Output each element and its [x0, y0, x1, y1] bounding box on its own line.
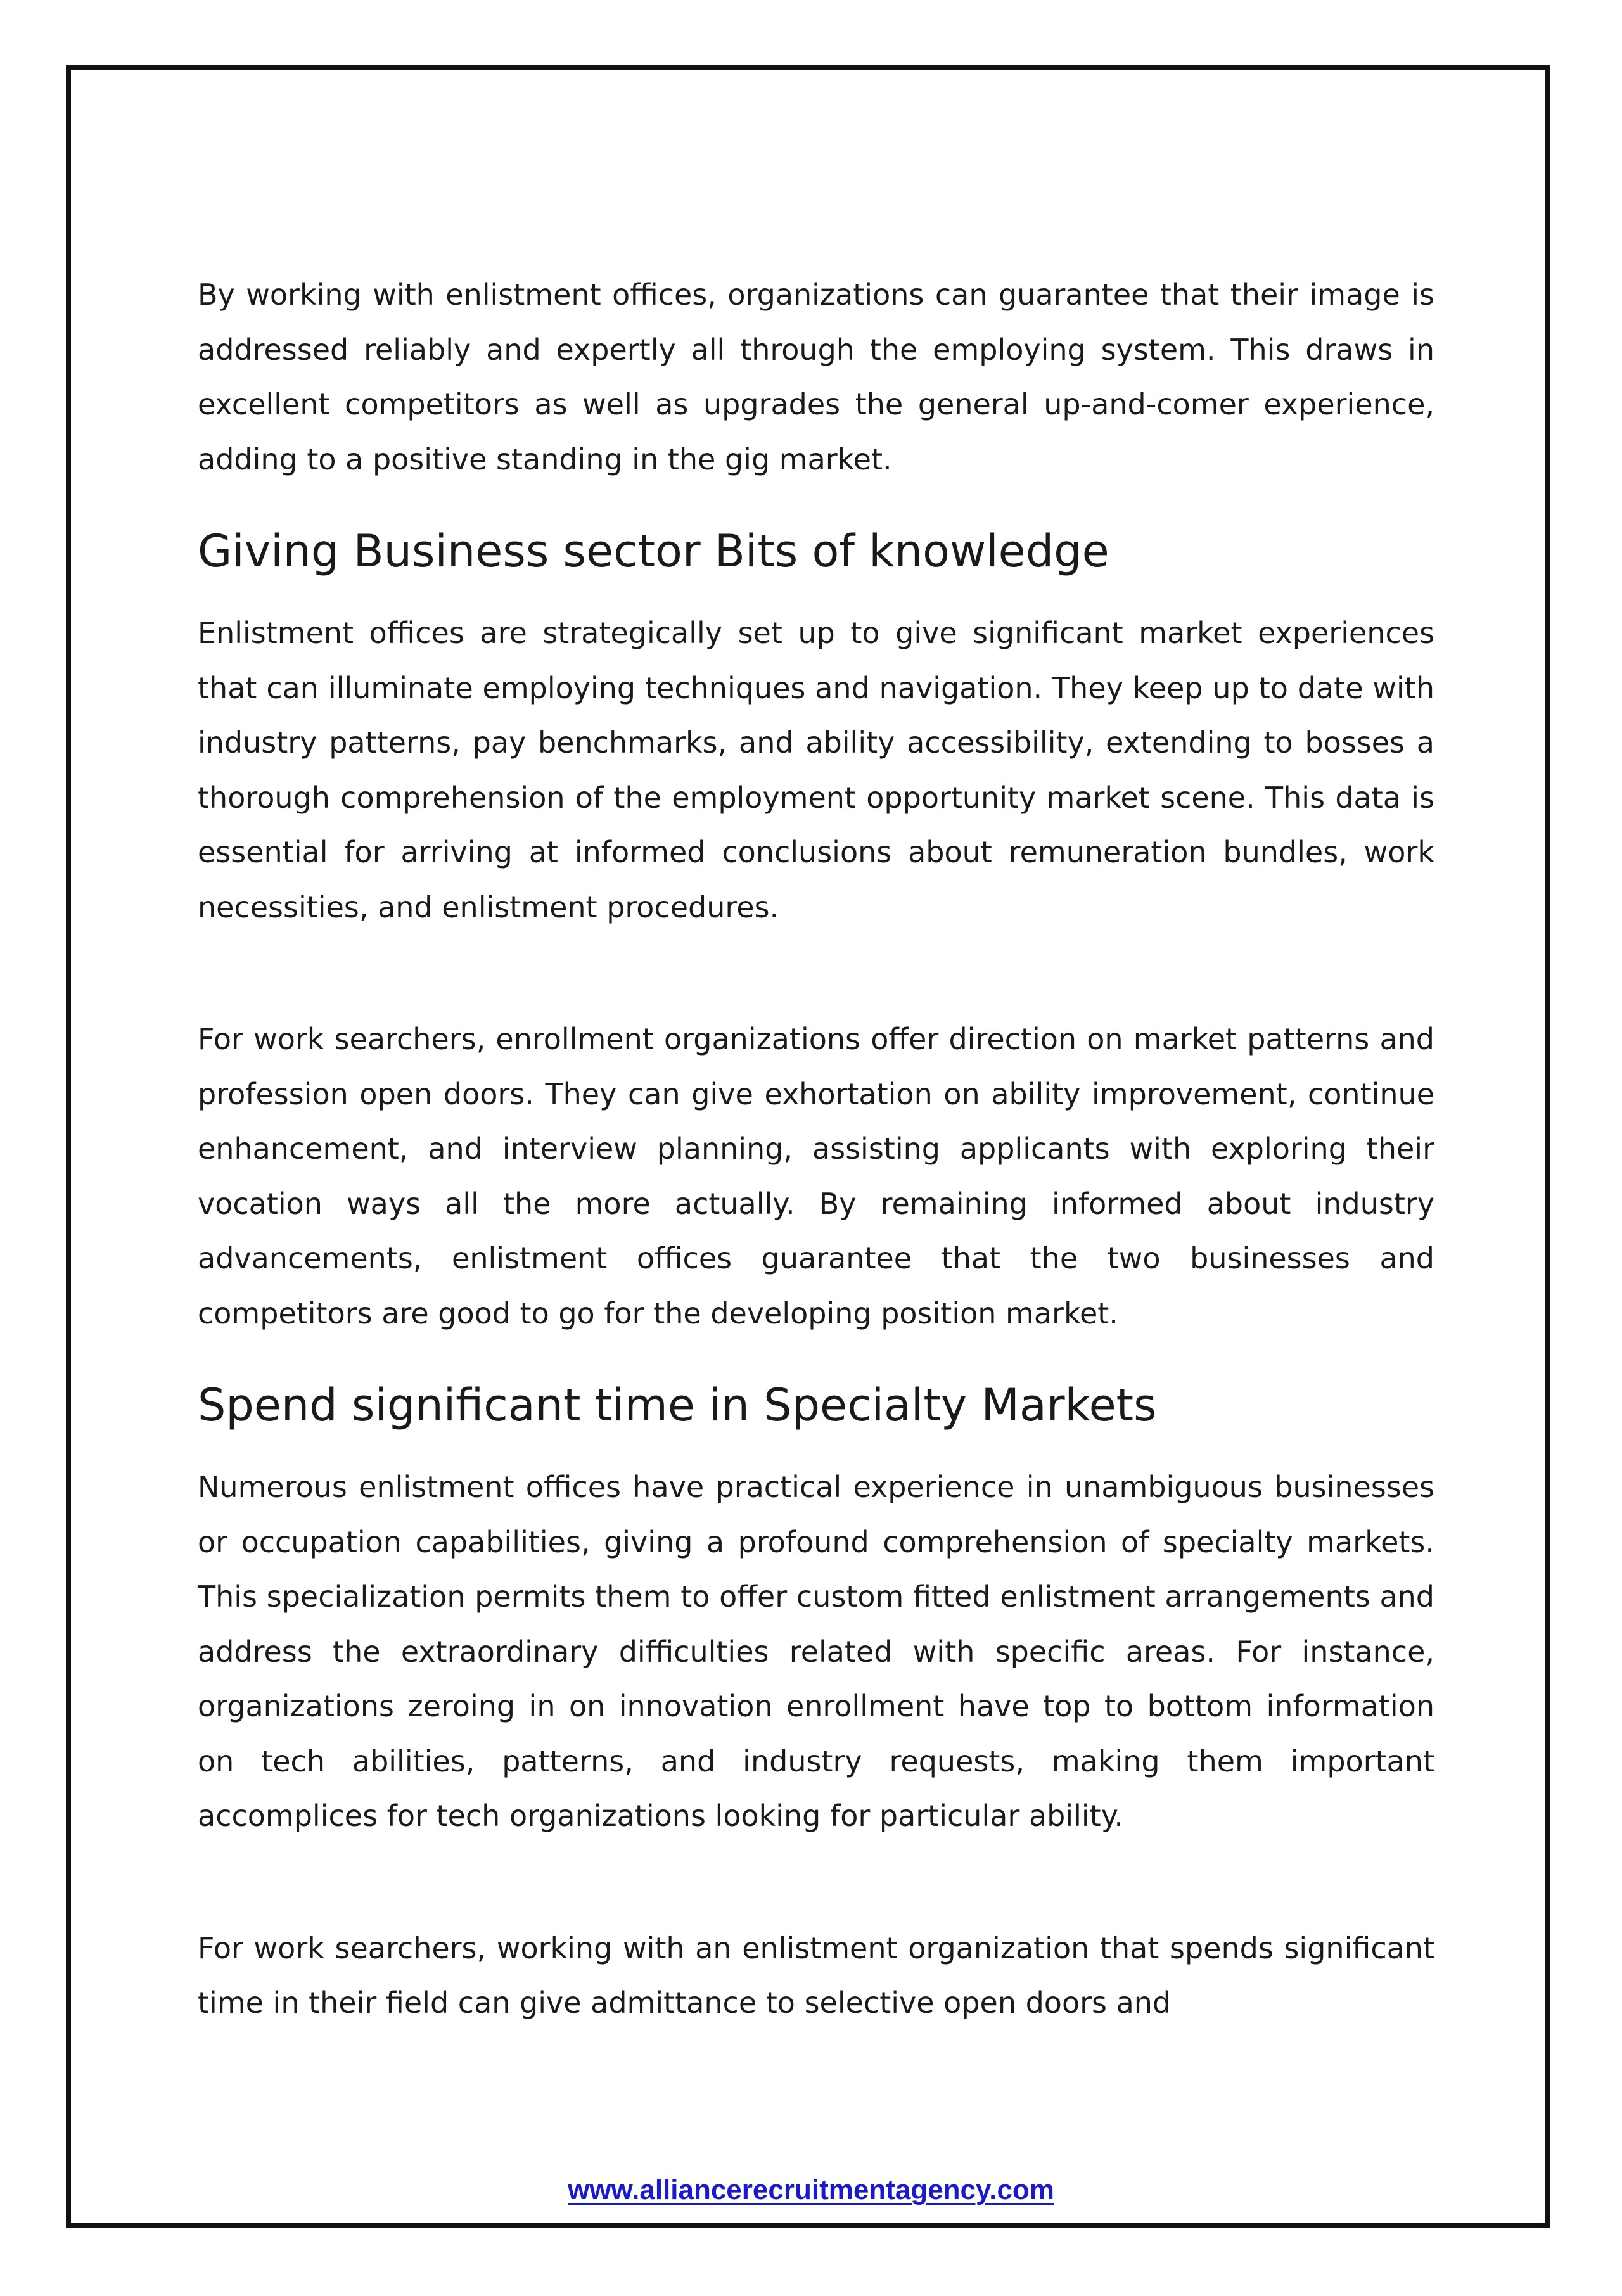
paragraph-5: For work searchers, working with an enlistment organization that spends significant time in their field can give admittance to selective open doors and [198, 1930, 1434, 2020]
document-body [198, 267, 1434, 2031]
section-heading-specialty-markets: Spend significant time in Specialty Markets [198, 1379, 1157, 1431]
section-heading-market-insights: Giving Business sector Bits of knowledge [198, 525, 1109, 577]
paragraph-1: By working with enlistment offices, organizations can guarantee that their image is addressed reliably and expertly all through the employing system. This draws in excellent competitors as well as upgrades the general up-and-comer experience, adding to a positive standing in the gig market. [198, 277, 1434, 476]
paragraph-2: Enlistment offices are strategically set up to give significant market experiences that can illuminate employing techniques and navigation. They keep up to date with industry patterns, pay benchmarks, and ability accessibility, extending to bosses a thorough comprehension of the employment opportunity market scene. This data is essential for arriving at informed conclusions about remuneration bundles, work necessities, and enlistment procedures. [198, 616, 1434, 924]
footer-website-link[interactable]: www.alliancerecruitmentagency.com [568, 2174, 1054, 2205]
paragraph-4: Numerous enlistment offices have practical experience in unambiguous businesses or occupation capabilities, giving a profound comprehension of specialty markets. This specialization permits them to offer custom fitted enlistment arrangements and address the extraordinary difficulties related with specific areas. For instance, organizations zeroing in on innovation enrollment have top to bottom information on tech abilities, patterns, and industry requests, making them important accomplices for tech organizations looking for particular ability. [198, 1470, 1434, 1833]
paragraph-3: For work searchers, enrollment organizations offer direction on market patterns and profession open doors. They can give exhortation on ability improvement, continue enhancement, and interview planning, assisting applicants with exploring their vocation ways all the more actually. By remaining informed about industry advancements, enlistment offices guarantee that the two businesses and competitors are good to go for the developing position market. [198, 1022, 1434, 1330]
